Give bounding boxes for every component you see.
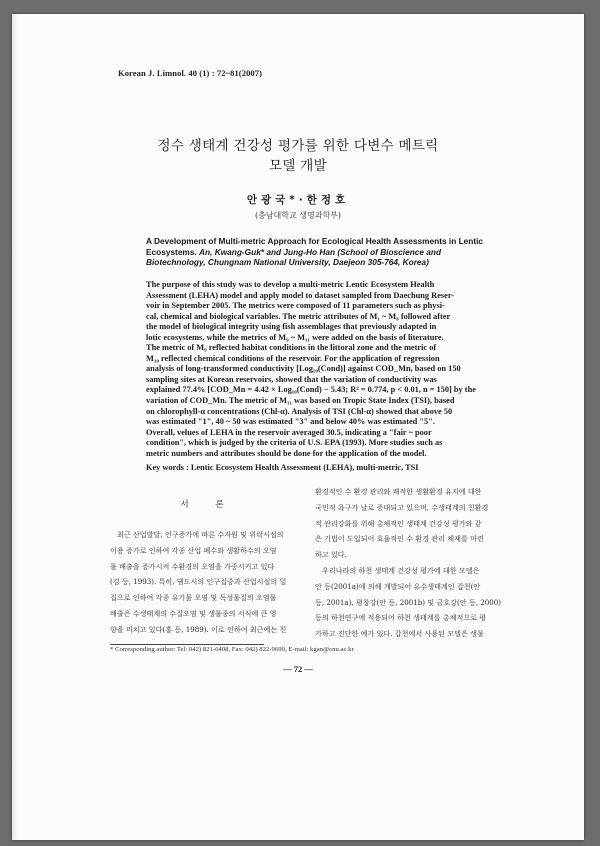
- body-line: 우리나라의 하천 생태계 건강성 평가에 대한 모델은: [322, 565, 480, 575]
- body-line: 향을 미치고 있다(홍 등, 1989). 이로 인하여 최근에는 친: [110, 624, 287, 634]
- abstract-line: condition", which is judged by the criteria of U.S. EPA (1993). More studies such as: [146, 438, 443, 448]
- body-line: 등의 하천연구에 적용되어 하천 생태계를 총체적으로 평: [315, 613, 487, 623]
- body-line: 가하고 진단한 예가 있다. 갑천에서 사용된 모델은 생물: [315, 629, 484, 639]
- english-title-block: [146, 236, 502, 268]
- body-line: 이용 증가로 인하여 각종 산업 폐수와 생활하수의 오염: [110, 545, 277, 555]
- abstract-line: The purpose of this study was to develop a multi-metric Lentic Ecosystem Health: [146, 280, 435, 289]
- body-line: 국민적 욕구가 날로 증대되고 있으며, 수생태계의 친환경: [315, 502, 489, 512]
- english-authors: An, Kwang-Guk* and Jung-Ho Han (School of Bioscience and Biotechnology, Chungnam National University, Daejeon 305-764, Korea): [146, 246, 442, 268]
- corresponding-author-footnote: * Corresponding author: Tel: 042) 821-6408, Fax: 042) 822-9690, E-mail: kgan@cnu.ac.kr: [110, 646, 354, 653]
- abstract-line: cal, chemical and biological variables. The metric attributes of M₁ ~ M₈ followed after: [146, 311, 451, 321]
- paper-page: [12, 14, 584, 840]
- korean-authors: 안광국*·한정호: [246, 194, 350, 206]
- abstract-line: explained 77.4% [COD_Mn = 4.42 × Log₁₀(Cond) − 5.43; R² = 0.774, p < 0.01, n = 150] by the: [146, 385, 476, 395]
- abstract-line: sampling sites at Korean reservoirs, showed that the variation of conductivity was: [146, 374, 437, 384]
- body-line: (김 등, 1993). 특히, 댐도시의 인구집중과 산업시설의 밀: [110, 577, 287, 587]
- abstract-line: M₁₀ reflected chemical conditions of the reservoir. For the application of regression: [146, 353, 440, 363]
- abstract-line: Assessment (LEHA) model and apply model to dataset sampled from Daechung Reser-: [146, 290, 455, 300]
- body-line: 환경적인 수 환경 관리와 쾌적한 생활환경 유지에 대한: [315, 487, 482, 496]
- body-line: 배출은 수생태계의 수질오염 및 생물종의 서식에 큰 영: [110, 608, 277, 618]
- page-number: — 72 —: [283, 664, 313, 674]
- body-right-column: [315, 484, 511, 642]
- abstract: [146, 280, 502, 459]
- abstract-line: on chlorophyll-α concentrations (Chl-α). Analysis of TSI (Chl-α) showed that above 50: [146, 406, 453, 416]
- korean-affiliation: (충남대학교 생명과학부): [254, 211, 342, 220]
- abstract-line: voir in September 2005. The metrics were composed of 11 parameters such as physi-: [146, 301, 445, 311]
- abstract-line: variation of COD_Mn. The metric of M₁₁ was based on Tropic State Index (TSI), based: [146, 396, 455, 406]
- body-line: 최근 산업발달, 인구증가에 따른 수자원 및 위락시설의: [117, 530, 284, 539]
- korean-title-line-2: 모델 개발: [269, 158, 327, 174]
- korean-title-line-1: 정수 생태계 건강성 평가를 위한 다변수 메트릭: [157, 138, 439, 154]
- body-left-column: [110, 527, 306, 638]
- footnote-divider: [110, 644, 264, 645]
- abstract-line: analysis of long-transformed conductivity [Log₁₀(Cond)] against COD_Mn, based on 150: [146, 364, 461, 374]
- keywords: Key words : Lentic Ecosystem Health Assessment (LEHA), multi-metric, TSI: [146, 463, 419, 472]
- abstract-line: metric numbers and attributes should be done for the application of the model.: [146, 448, 427, 458]
- abstract-line: lotic ecosystems, while the metrics of M₉ ~ M₁₁ were added on the basis of literature.: [146, 332, 444, 342]
- body-line: 적 관리강화를 위해 총체적인 생태계 건강성 평가와 같: [315, 518, 482, 528]
- abstract-line: Overall, velues of LEHA in the reservoir averaged 30.5, indicating a "fair ~ poor: [146, 427, 432, 437]
- journal-citation: Korean J. Limnol. 40 (1) : 72~81(2007): [118, 68, 263, 78]
- section-heading-introduction: 서 론: [180, 500, 236, 510]
- body-line: 은 기법이 도입되어 효율적인 수 환경 관리 체제를 마련: [315, 534, 484, 544]
- body-line: 안 등(2001a)에 의해 개발되어 유수생태계인 갑천(안: [315, 581, 481, 591]
- body-line: 집으로 인하여 각종 유기물 오염 및 독성물질의 오염물: [110, 593, 277, 603]
- body-line: 등, 2001a), 평창강(안 등, 2001b) 및 금호강(안 등, 2000): [315, 597, 502, 607]
- abstract-line: was estimated "1", 40 ~ 50 was estimated "3" and below 40% was estimated "5".: [146, 417, 435, 427]
- body-line: 하고 있다.: [315, 550, 347, 560]
- abstract-line: The metric of M₉ reflected habitat conditions in the littoral zone and the metric of: [146, 343, 437, 353]
- english-title: A Development of Multi-metric Approach for Ecological Health Assessments in Lentic Ecosystems.: [146, 236, 484, 257]
- body-line: 물 배출을 증가시켜 수환경의 오염을 가중시키고 있다: [110, 561, 275, 571]
- abstract-line: the model of biological integrity using fish assemblages that previously adapted in: [146, 322, 437, 332]
